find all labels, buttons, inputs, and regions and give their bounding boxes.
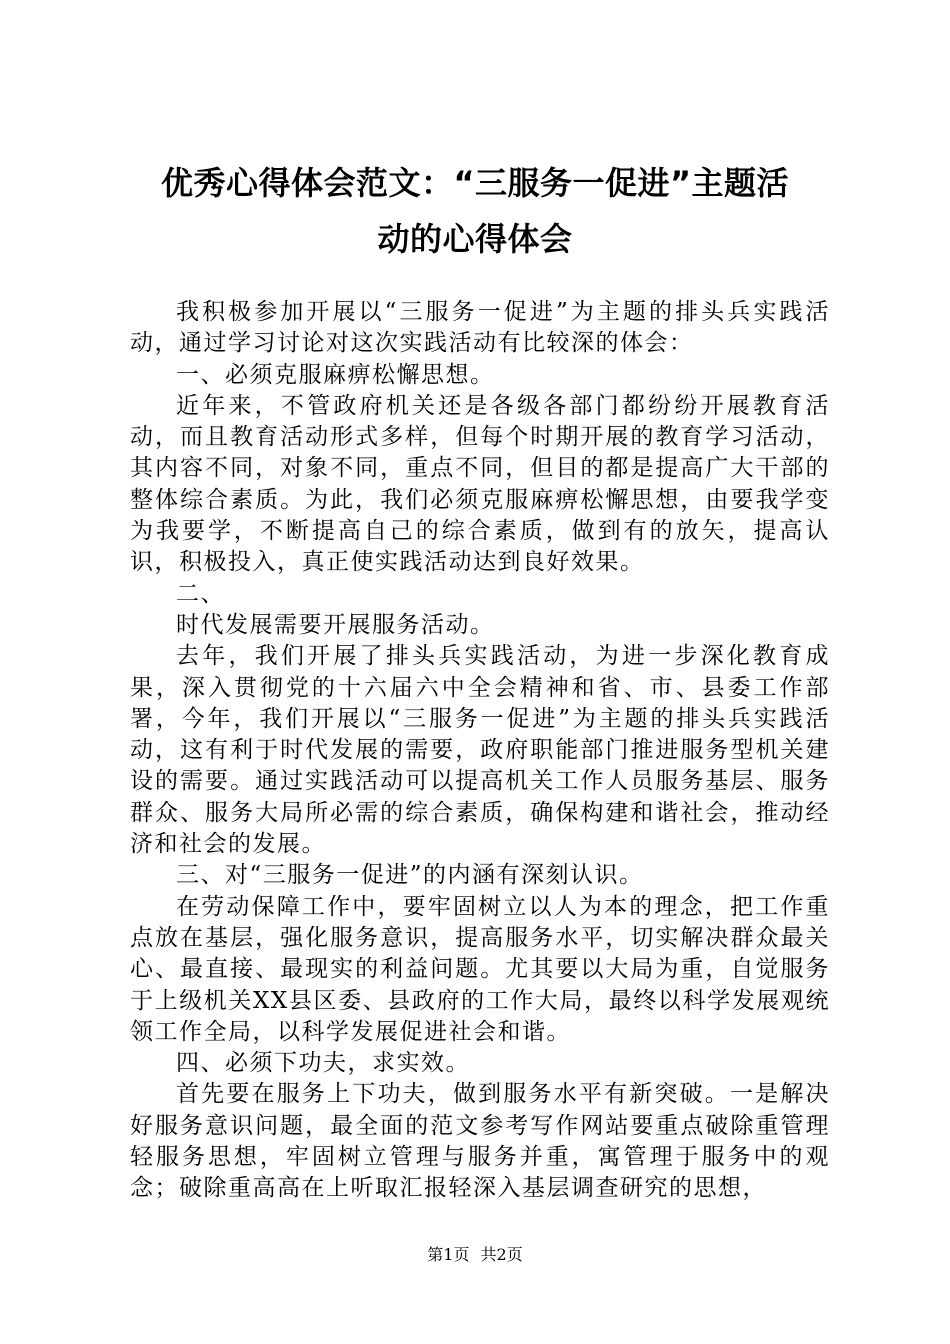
title-line-1: 优秀心得体会范文：“三服务一促进”主题活: [160, 164, 790, 202]
title-line-2: 动的心得体会: [377, 220, 573, 258]
document-title: [120, 155, 830, 267]
heading-section-2: 时代发展需要开展服务活动。: [176, 611, 495, 638]
paragraph-section-1: 近年来，不管政府机关还是各级各部门都纷纷开展教育活动，而且教育活动形式多样，但每个时期开展的教育学习活动，其内容不同，对象不同，重点不同，但目的都是提高广大干部的整体综合素质。为此，我们必须克服麻痹松懈思想，由要我学变为我要学，不断提高自己的综合素质，做到有的放矢，提高认识，积极投入，真正使实践活动达到良好效果。: [130, 392, 830, 576]
paragraph-section-2: 去年，我们开展了排头兵实践活动，为进一步深化教育成果，深入贯彻党的十六届六中全会精神和省、市、县委工作部署，今年，我们开展以“三服务一促进”为主题的排头兵实践活动，这有利于时代发展的需要，政府职能部门推进服务型机关建设的需要。通过实践活动可以提高机关工作人员服务基层、服务群众、服务大局所必需的综合素质，确保构建和谐社会，推动经济和社会的发展。: [130, 643, 830, 858]
page-total: 共2页: [480, 1245, 523, 1264]
page-footer: [0, 1245, 950, 1265]
heading-section-2-number: 二、: [176, 580, 225, 607]
paragraph-intro: 我积极参加开展以“三服务一促进”为主题的排头兵实践活动，通过学习讨论对这次实践活动有比较深的体会：: [130, 299, 830, 357]
document-body: [130, 297, 830, 1205]
paragraph-section-4: 首先要在服务上下功夫，做到服务水平有新突破。一是解决好服务意识问题，最全面的范文参考写作网站要重点破除重管理轻服务思想，牢固树立管理与服务并重，寓管理于服务中的观念；破除重高高在上听取汇报轻深入基层调查研究的思想，: [130, 1081, 830, 1202]
heading-section-3: 三、对“三服务一促进”的内涵有深刻认识。: [176, 862, 644, 889]
heading-section-1: 一、必须克服麻痹松懈思想。: [176, 361, 495, 388]
heading-section-4: 四、必须下功夫，求实效。: [176, 1050, 470, 1077]
paragraph-section-3: 在劳动保障工作中，要牢固树立以人为本的理念，把工作重点放在基层，强化服务意识，提高服务水平，切实解决群众最关心、最直接、最现实的利益问题。尤其要以大局为重，自觉服务于上级机关XX县区委、县政府的工作大局，最终以科学发展观统领工作全局，以科学发展促进社会和谐。: [130, 893, 830, 1045]
page-number: 第1页: [427, 1245, 470, 1264]
